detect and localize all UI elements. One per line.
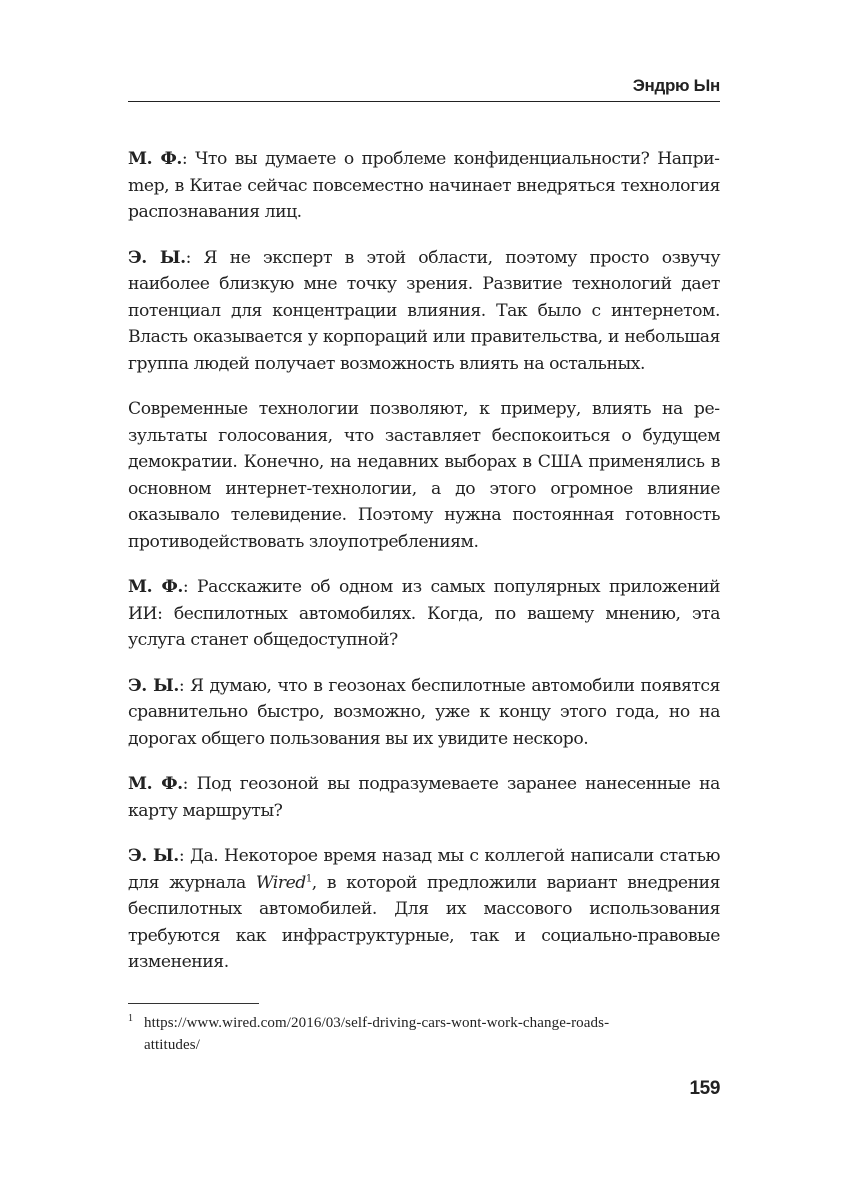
paragraph-text: : Да. Некоторое время назад мы с коллегой написали статью для журнала: [128, 846, 721, 893]
paragraph: [128, 574, 720, 654]
speaker-label: Э. Ы.: [128, 846, 179, 866]
journal-name: Wired: [255, 872, 306, 893]
paragraph: [128, 771, 720, 824]
speaker-label: М. Ф.: [128, 577, 183, 597]
footnote-line: 1 https://www.wired.com/2016/03/self-driving-cars-wont-work-change-roads-: [128, 1013, 610, 1031]
paragraph: [128, 245, 720, 378]
paragraph-text: : Что вы думаете о проблеме конфиденциальности? Наприmер, в Китае сейчас повсеместно начинает внедряться технология распознавания лиц.: [128, 149, 720, 222]
speaker-label: М. Ф.: [128, 774, 183, 794]
paragraph-text: : Я думаю, что в геозонах беспилотные автомобили появятся сравнительно быстро, возможно, уже к концу этого года, но на дорогах общего пользования вы их увидите нескоро.: [128, 675, 720, 749]
footnote-url-continuation[interactable]: attitudes/: [144, 1037, 200, 1053]
paragraph-text: : Расскажите об одном из самых популярных приложений ИИ: беспилотных автомобилях. Когда, по вашему мнению, эта услуга станет общедоступной?: [128, 577, 720, 650]
speaker-label: Э. Ы.: [128, 247, 186, 268]
body-text: [128, 146, 720, 976]
footnote-url[interactable]: https://www.wired.com/2016/03/self-driving-cars-wont-work-change-roads-: [144, 1015, 610, 1031]
footnote-line: [128, 1034, 720, 1056]
speaker-label: Э. Ы.: [128, 675, 179, 696]
footnote-reference[interactable]: 1: [305, 872, 312, 884]
paragraph: [128, 673, 720, 753]
footnote-divider: [128, 1003, 259, 1004]
paragraph-text: , в которой предложили вариант внедрения беспилотных автомобилей. Для их массового использования требуются как инфраструктурные, так и социально-правовые изменения.: [128, 872, 720, 972]
running-head: [128, 76, 720, 102]
paragraph: [128, 396, 720, 555]
footnote: [128, 1012, 720, 1056]
paragraph-text: Современные технологии позволяют, к примеру, влиять на результаты голосования, что заставляет беспокоиться о будущем демократии. Конечно, на недавних выборах в США применялись в основном интернет-технологии, а до этого огромное влияние оказывало телевидение. Поэтому нужна постоянная готовность противодействовать злоупотреблениям.: [128, 399, 720, 552]
paragraph-text: : Я не эксперт в этой области, поэтому просто озвучу наиболее близкую мне точку зрения. Развитие технологий дает потенциал для концентрации влияния. Так было с интернетом. Власть оказывается у корпораций или правительства, и небольшая группа людей получает возможность влиять на остальных.: [128, 247, 720, 374]
page-number: 159: [689, 1078, 720, 1099]
running-title: Эндрю Ын: [632, 76, 720, 95]
speaker-label: М. Ф.: [128, 149, 182, 169]
paragraph: [128, 146, 720, 226]
paragraph: [128, 843, 720, 976]
paragraph-text: : Под геозоной вы подразумеваете заранее нанесенные на карту маршруты?: [128, 774, 720, 821]
